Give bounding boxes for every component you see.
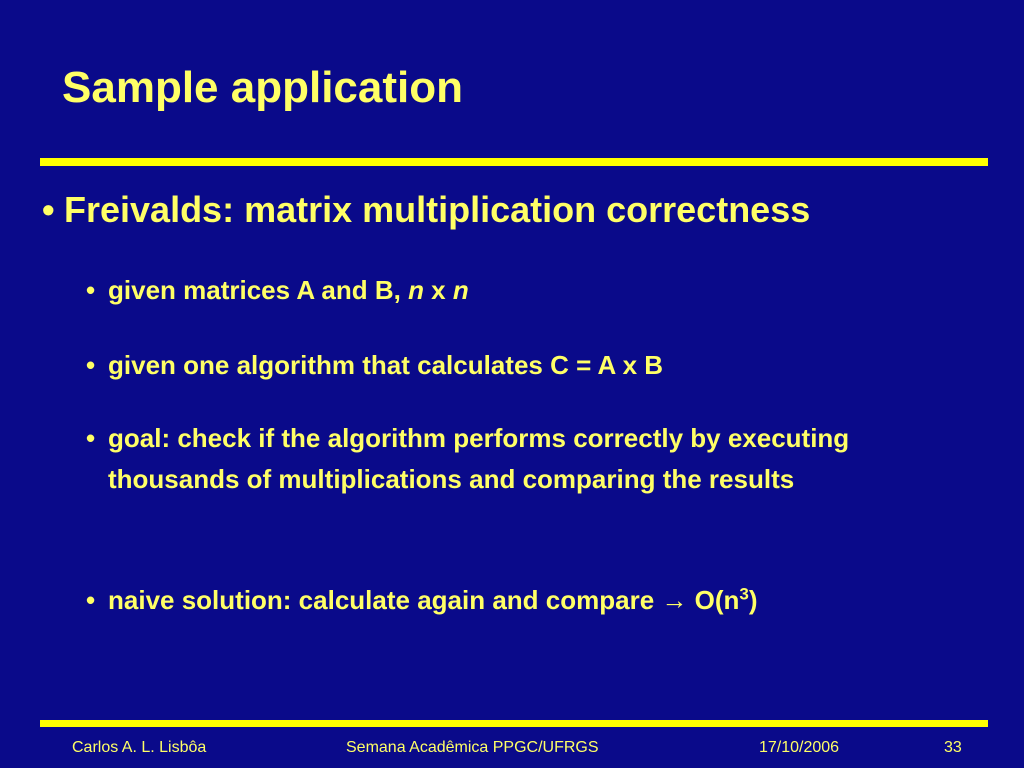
main-bullet	[42, 188, 810, 232]
naive-solution-text: naive solution: calculate again and compare	[108, 585, 662, 615]
footer-divider	[40, 720, 988, 727]
sub-bullet-text	[108, 580, 758, 621]
bullet-dot: •	[86, 585, 96, 615]
bullet-dot: •	[42, 189, 55, 230]
sub-bullet-matrices	[86, 270, 469, 311]
footer-date: 17/10/2006	[759, 739, 840, 756]
dimension-n: n	[452, 275, 469, 305]
times-symbol: x	[423, 275, 453, 305]
dimension-n: n	[408, 275, 424, 305]
sub-bullet-naive-solution	[86, 580, 758, 621]
complexity-text: O(n	[687, 585, 740, 615]
sub-bullet-text	[108, 270, 469, 311]
complexity-close: )	[748, 585, 758, 615]
sub-bullet-text: given one algorithm that calculates C = A x B	[108, 350, 664, 380]
main-bullet-text: Freivalds: matrix multiplication correctness	[64, 189, 811, 230]
footer-author: Carlos A. L. Lisbôa	[72, 739, 207, 756]
bullet-dot: •	[86, 423, 96, 453]
footer-event: Semana Acadêmica PPGC/UFRGS	[346, 739, 599, 756]
matrices-prefix: given matrices A and B,	[108, 275, 409, 305]
footer-page-number: 33	[944, 739, 962, 756]
slide-title: Sample application	[62, 63, 463, 112]
sub-bullet-goal	[86, 418, 928, 500]
bullet-dot: •	[86, 275, 96, 305]
sub-bullet-text: goal: check if the algorithm performs correctly by executing thousands of multiplications and comparing the results	[108, 423, 850, 494]
bullet-dot: •	[86, 350, 96, 380]
arrow-icon: →	[661, 585, 688, 615]
title-divider	[40, 158, 988, 166]
complexity-exponent: 3	[739, 584, 749, 604]
sub-bullet-algorithm	[86, 345, 663, 386]
